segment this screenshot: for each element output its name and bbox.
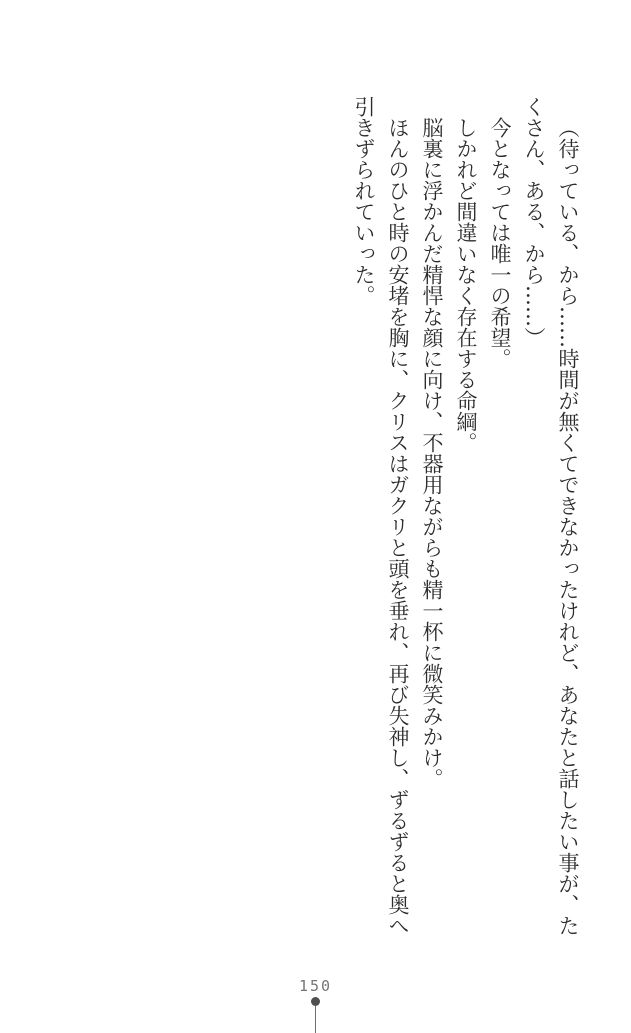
vertical-line-ornament: [315, 1006, 316, 1033]
circle-ornament-icon: [311, 997, 320, 1006]
vertical-text-block: [347, 96, 585, 938]
paragraph-2: 今となっては唯一の希望。: [488, 117, 512, 369]
page-footer: [0, 977, 631, 1033]
paragraph-3: しかれど間違いなく存在する命綱。: [454, 117, 478, 453]
paragraph-5: ほんのひと時の安堵を胸に、クリスはガクリと頭を垂れ、再び失神し、ずるずると奥へ引きずられていった。: [352, 96, 410, 936]
paragraph-4: 脳裏に浮かんだ精悍な顔に向け、不器用ながらも精一杯に微笑みかけ。: [420, 117, 444, 789]
page-number: 150: [298, 977, 333, 995]
paragraph-1: （待っている、から……時間が無くてできなかったけれど、あなたと話したい事が、たくさん、ある、から……）: [522, 96, 580, 936]
